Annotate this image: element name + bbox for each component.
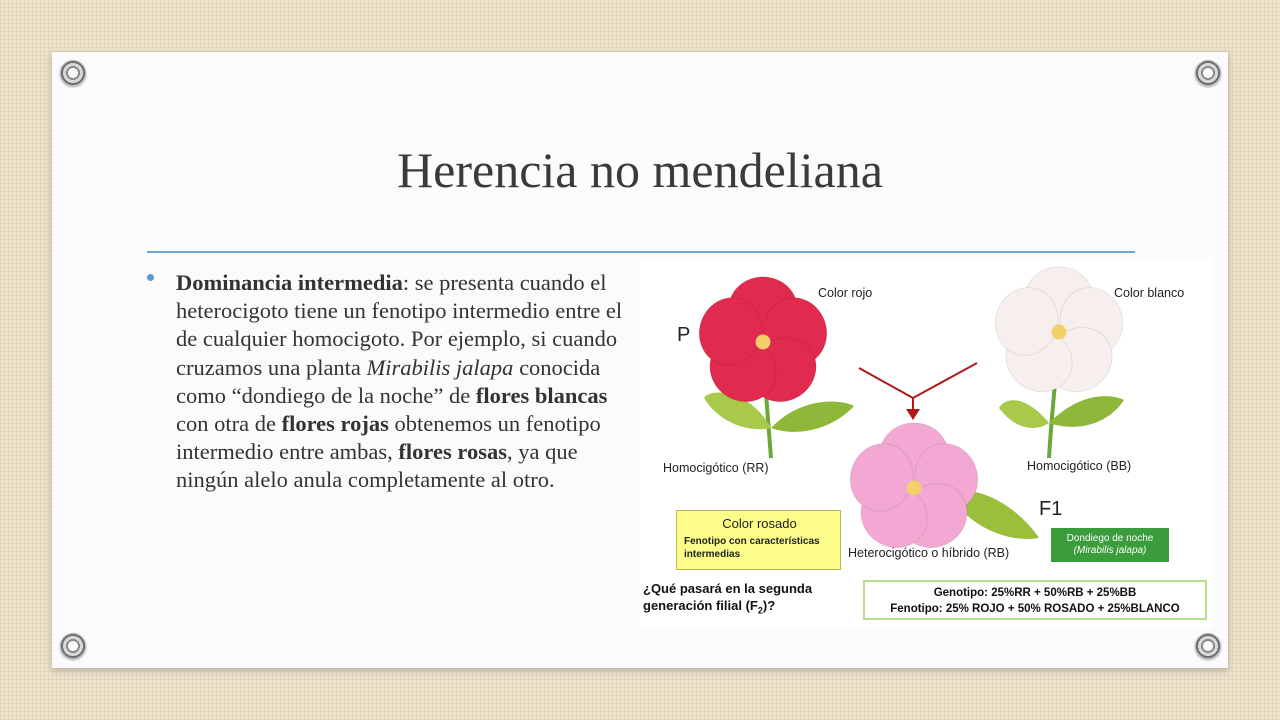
f2-result-box (863, 580, 1207, 620)
bullet-dot-icon (147, 274, 154, 281)
question-line (643, 597, 812, 620)
species-tag (1051, 528, 1169, 562)
label-heterocigotico: Heterocigótico o híbrido (RB) (848, 546, 1010, 560)
question-text: generación filial (F (643, 598, 758, 613)
species-tag-line: Dondiego de noche (1066, 533, 1154, 544)
pink-flower-petals (842, 423, 987, 561)
grommet-bottom-left (60, 633, 86, 659)
bullet-paragraph (176, 269, 626, 495)
species-italic: (Mirabilis jalapa) (1073, 545, 1147, 556)
question-subscript: 2 (757, 605, 763, 616)
phenotype-result: Fenotipo: 25% ROJO + 50% ROSADO + 25%BLANCO (890, 603, 1180, 615)
white-flower-petals (987, 267, 1132, 405)
generation-p-label: P (677, 324, 691, 346)
grommet-top-left (60, 60, 86, 86)
grommet-top-right (1195, 60, 1221, 86)
question-text: )? (762, 598, 776, 613)
label-homocigotico-bb: Homocigótico (BB) (1027, 459, 1132, 473)
generation-f1-label: F1 (1039, 498, 1063, 520)
f2-question (643, 580, 812, 620)
species-tag-line (1051, 545, 1169, 557)
label-homocigotico-rr: Homocigótico (RR) (663, 461, 769, 475)
bold-flores-rosas: flores rosas (398, 439, 507, 465)
note-line: intermedias (684, 549, 741, 560)
bold-flores-rojas: flores rojas (281, 411, 389, 437)
genotype-result: Genotipo: 25%RR + 50%RB + 25%BB (933, 587, 1137, 599)
inheritance-diagram (639, 258, 1213, 628)
label-color-blanco: Color blanco (1114, 286, 1185, 300)
text-part: obtenemos un fenotipo intermedio entre ambas, (176, 411, 601, 465)
slide-title: Herencia no mendeliana (397, 142, 883, 198)
label-color-rojo: Color rojo (818, 286, 873, 300)
title-divider (147, 251, 1135, 253)
term-dominancia: Dominancia intermedia (176, 270, 403, 295)
note-text (684, 535, 820, 561)
text-part: con otra de (176, 411, 282, 437)
bold-flores-blancas: flores blancas (475, 382, 608, 408)
phenotype-note-box (676, 510, 841, 570)
species-name: Mirabilis jalapa (366, 354, 514, 380)
note-line: Fenotipo con características (684, 536, 820, 547)
text-part: , ya que ningún alelo anula completamente al otro. (176, 439, 578, 493)
text-part: conocida como “dondiego de la noche” de (176, 354, 601, 408)
diagram-illustration (639, 258, 1213, 628)
text-part: : se presenta cuando el heterocigoto tiene un fenotipo intermedio entre el de cualquier homocigoto. Por ejemplo, si cuando cruzamos una planta (176, 270, 623, 380)
question-line: ¿Qué pasará en la segunda (643, 581, 813, 596)
cross-arrow-icon (859, 363, 977, 420)
grommet-bottom-right (1195, 633, 1221, 659)
note-title: Color rosado (722, 516, 797, 531)
